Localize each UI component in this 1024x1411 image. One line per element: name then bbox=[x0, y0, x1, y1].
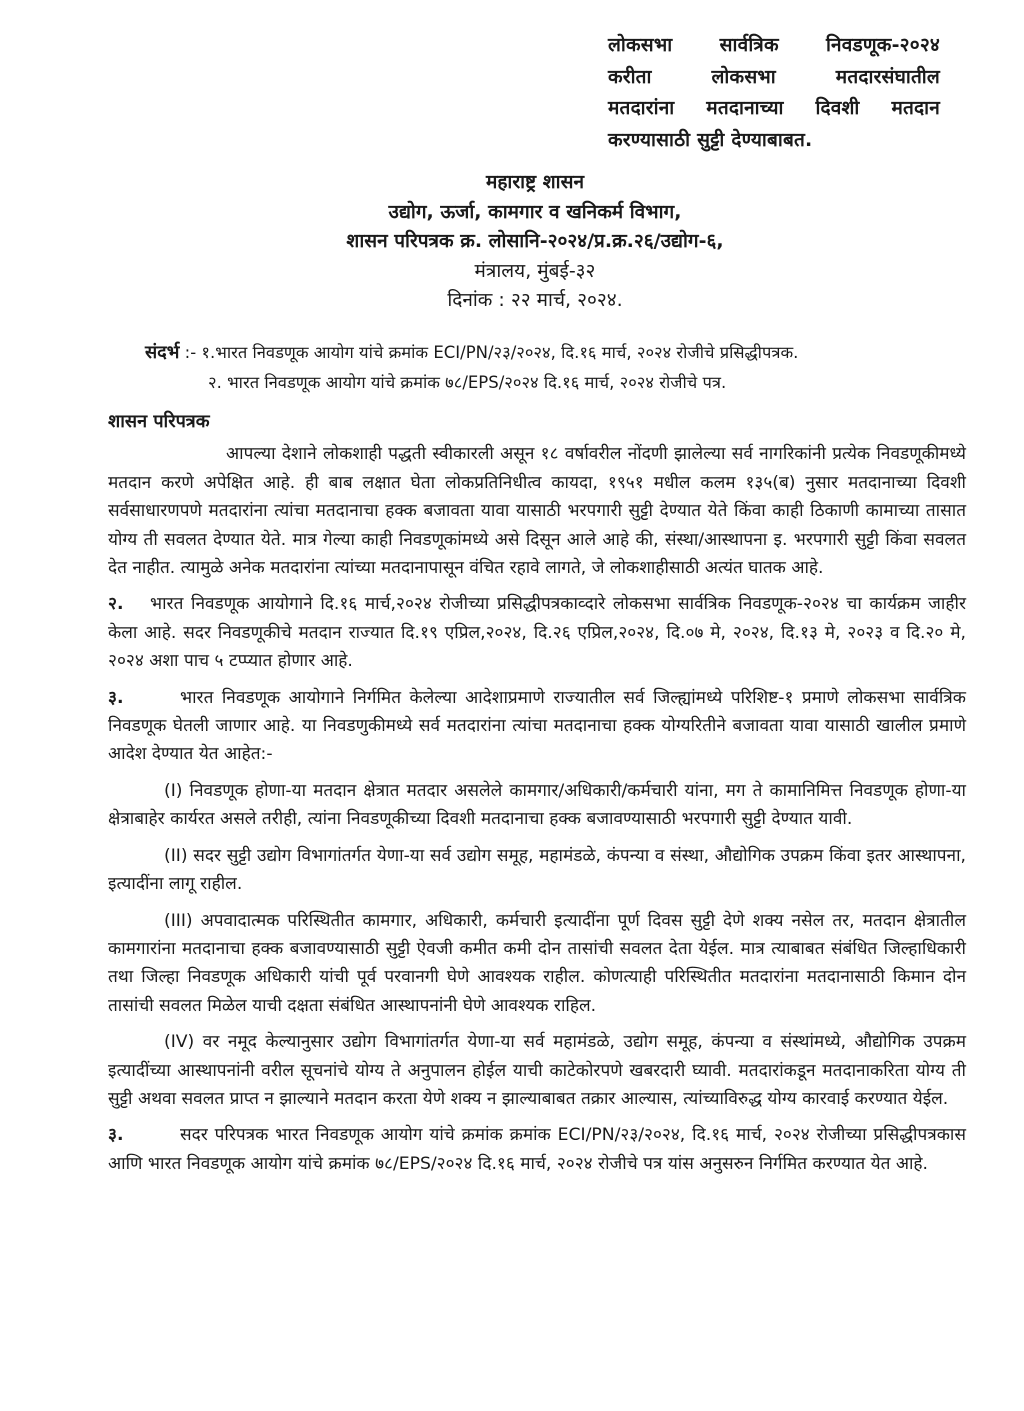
order-item: (II) सदर सुट्टी उद्योग विभागांतर्गत येणा-या सर्व उद्योग समूह, महामंडळे, कंपन्या व संस्था, औद्योगिक उपक्रम किंवा इतर आस्थापना, इत्यादींना लागू राहील. bbox=[108, 845, 966, 895]
subject-line: करण्यासाठी सुट्टी देण्याबाबत. bbox=[608, 128, 813, 151]
circular-body bbox=[108, 408, 966, 1186]
references-separator: :- bbox=[179, 343, 202, 362]
order-item: (I) निवडणूक होणा-या मतदान क्षेत्रात मतदार असलेले कामगार/अधिकारी/कर्मचारी यांना, मग ते कामानिमित्त निवडणूक होणा-या क्षेत्राबाहेर कार्यरत असले तरीही, त्यांना निवडणूकीच्या दिवशी मतदानाचा हक्क बजावण्यासाठी भरपगारी सुट्टी देण्यात यावी. bbox=[108, 780, 966, 830]
paragraph-number: ३. bbox=[108, 687, 124, 708]
order-item: (III) अपवादात्मक परिस्थितीत कामगार, अधिकारी, कर्मचारी इत्यादींना पूर्ण दिवस सुट्टी देणे शक्य नसेल तर, मतदान क्षेत्रातील कामगारांना मतदानाचा हक्क बजावण्यासाठी सुट्टी ऐवजी कमीत कमी दोन तासांची सवलत देता येईल. मात्र त्याबाबत संबंधित जिल्हाधिकारी तथा जिल्हा निवडणूक अधिकारी यांची पूर्व परवानगी घेणे आवश्यक राहील. कोणत्याही परिस्थितीत मतदारांना मतदानासाठी किमान दोन तासांची सवलत मिळेल याची दक्षता संबंधित आस्थापनांनी घेणे आवश्यक राहिल. bbox=[108, 910, 966, 1016]
circular-number: शासन परिपत्रक क्र. लोसानि-२०२४/प्र.क्र.२६/उद्योग-६, bbox=[346, 230, 724, 252]
circular-heading: शासन परिपत्रक bbox=[108, 411, 210, 432]
reference-item: २. भारत निवडणूक आयोग यांचे क्रमांक ७८/EPS/२०२४ दि.१६ मार्च, २०२४ रोजीचे पत्र. bbox=[208, 373, 727, 392]
subject-line: करीता लोकसभा मतदारसंघातील bbox=[608, 65, 940, 88]
government-name: महाराष्ट्र शासन bbox=[485, 171, 584, 193]
reference-item: १.भारत निवडणूक आयोग यांचे क्रमांक ECI/PN/२३/२०२४, दि.१६ मार्च, २०२४ रोजीचे प्रसिद्धीपत्रक. bbox=[201, 343, 799, 362]
paragraph-1: आपल्या देशाने लोकशाही पद्धती स्वीकारली असून १८ वर्षावरील नोंदणी झालेल्या सर्व नागरिकांनी प्रत्येक निवडणूकीमध्ये मतदान करणे अपेक्षित आहे. ही बाब लक्षात घेता लोकप्रतिनिधीत्व कायदा, १९५१ मधील कलम १३५(ब) नुसार मतदानाच्या दिवशी सर्वसाधारणपणे मतदारांना त्यांचा मतदानाचा हक्क बजावता यावा यासाठी भरपगारी सुट्टी देण्यात येते किंवा काही ठिकाणी कामाच्या तासात योग्य ती सवलत देण्यात येते. मात्र गेल्या काही निवडणूकांमध्ये असे दिसून आले आहे की, संस्था/आस्थापना इ. भरपगारी सुट्टी किंवा सवलत देत नाहीत. त्यामुळे अनेक मतदारांना त्यांच्या मतदानापासून वंचित रहावे लागते, जे लोकशाहीसाठी अत्यंत घातक आहे. bbox=[108, 444, 966, 579]
paragraph-3: ३. भारत निवडणूक आयोगाने निर्गमित केलेल्या आदेशाप्रमाणे राज्यातील सर्व जिल्ह्यांमध्ये परिशिष्ट-१ प्रमाणे लोकसभा सार्वत्रिक निवडणूक घेतली जाणार आहे. या निवडणुकीमध्ये सर्व मतदारांना त्यांचा मतदानाचा हक्क योग्यरितीने बजावता यावा यासाठी खालील प्रमाणे आदेश देण्यात येत आहेत:- bbox=[108, 684, 966, 769]
issue-date: दिनांक : २२ मार्च, २०२४. bbox=[447, 289, 623, 311]
subject-line: लोकसभा सार्वत्रिक निवडणूक-२०२४ bbox=[608, 34, 940, 56]
place: मंत्रालय, मुंबई-३२ bbox=[474, 259, 596, 282]
paragraph-4: ३. सदर परिपत्रक भारत निवडणूक आयोग यांचे क्रमांक क्रमांक ECI/PN/२३/२०२४, दि.१६ मार्च, २०२४ रोजीच्या प्रसिद्धीपत्रकास आणि भारत निवडणूक आयोग यांचे क्रमांक ७८/EPS/२०२४ दि.१६ मार्च, २०२४ रोजीचे पत्र यांस अनुसरुन निर्गमित करण्यात येत आहे. bbox=[108, 1121, 966, 1178]
paragraph-2: २. भारत निवडणूक आयोगाने दि.१६ मार्च,२०२४ रोजीच्या प्रसिद्धीपत्रकाव्दारे लोकसभा सार्वत्रिक निवडणूक-२०२४ चा कार्यक्रम जाहीर केला आहे. सदर निवडणूकीचे मतदान राज्यात दि.१९ एप्रिल,२०२४, दि.२६ एप्रिल,२०२४, दि.०७ मे, २०२४, दि.१३ मे, २०२३ व दि.२० मे, २०२४ अशा पाच ५ टप्प्यात होणार आहे. bbox=[108, 590, 966, 675]
order-item: (IV) वर नमूद केल्यानुसार उद्योग विभागांतर्गत येणा-या सर्व महामंडळे, उद्योग समूह, कंपन्या व संस्थांमध्ये, औद्योगिक उपक्रम इत्यादींच्या आस्थापनांनी वरील सूचनांचे योग्य ते अनुपालन होईल याची काटेकोरपणे खबरदारी घ्यावी. मतदारांकडून मतदानाकरिता योग्य ती सुट्टी अथवा सवलत प्राप्त न झाल्याने मतदान करता येणे शक्य न झाल्याबाबत तक्रार आल्यास, त्यांच्याविरुद्ध योग्य कारवाई करण्यात येईल. bbox=[108, 1032, 966, 1109]
paragraph-number: ३. bbox=[108, 1125, 124, 1146]
references bbox=[145, 338, 995, 398]
department-name: उद्योग, ऊर्जा, कामगार व खनिकर्म विभाग, bbox=[388, 200, 682, 223]
subject-line: मतदारांना मतदानाच्या दिवशी मतदान bbox=[608, 97, 940, 119]
letterhead bbox=[300, 168, 770, 316]
references-label: संदर्भ bbox=[145, 342, 180, 363]
paragraph-number: २. bbox=[108, 594, 124, 615]
subject-block bbox=[608, 30, 940, 156]
